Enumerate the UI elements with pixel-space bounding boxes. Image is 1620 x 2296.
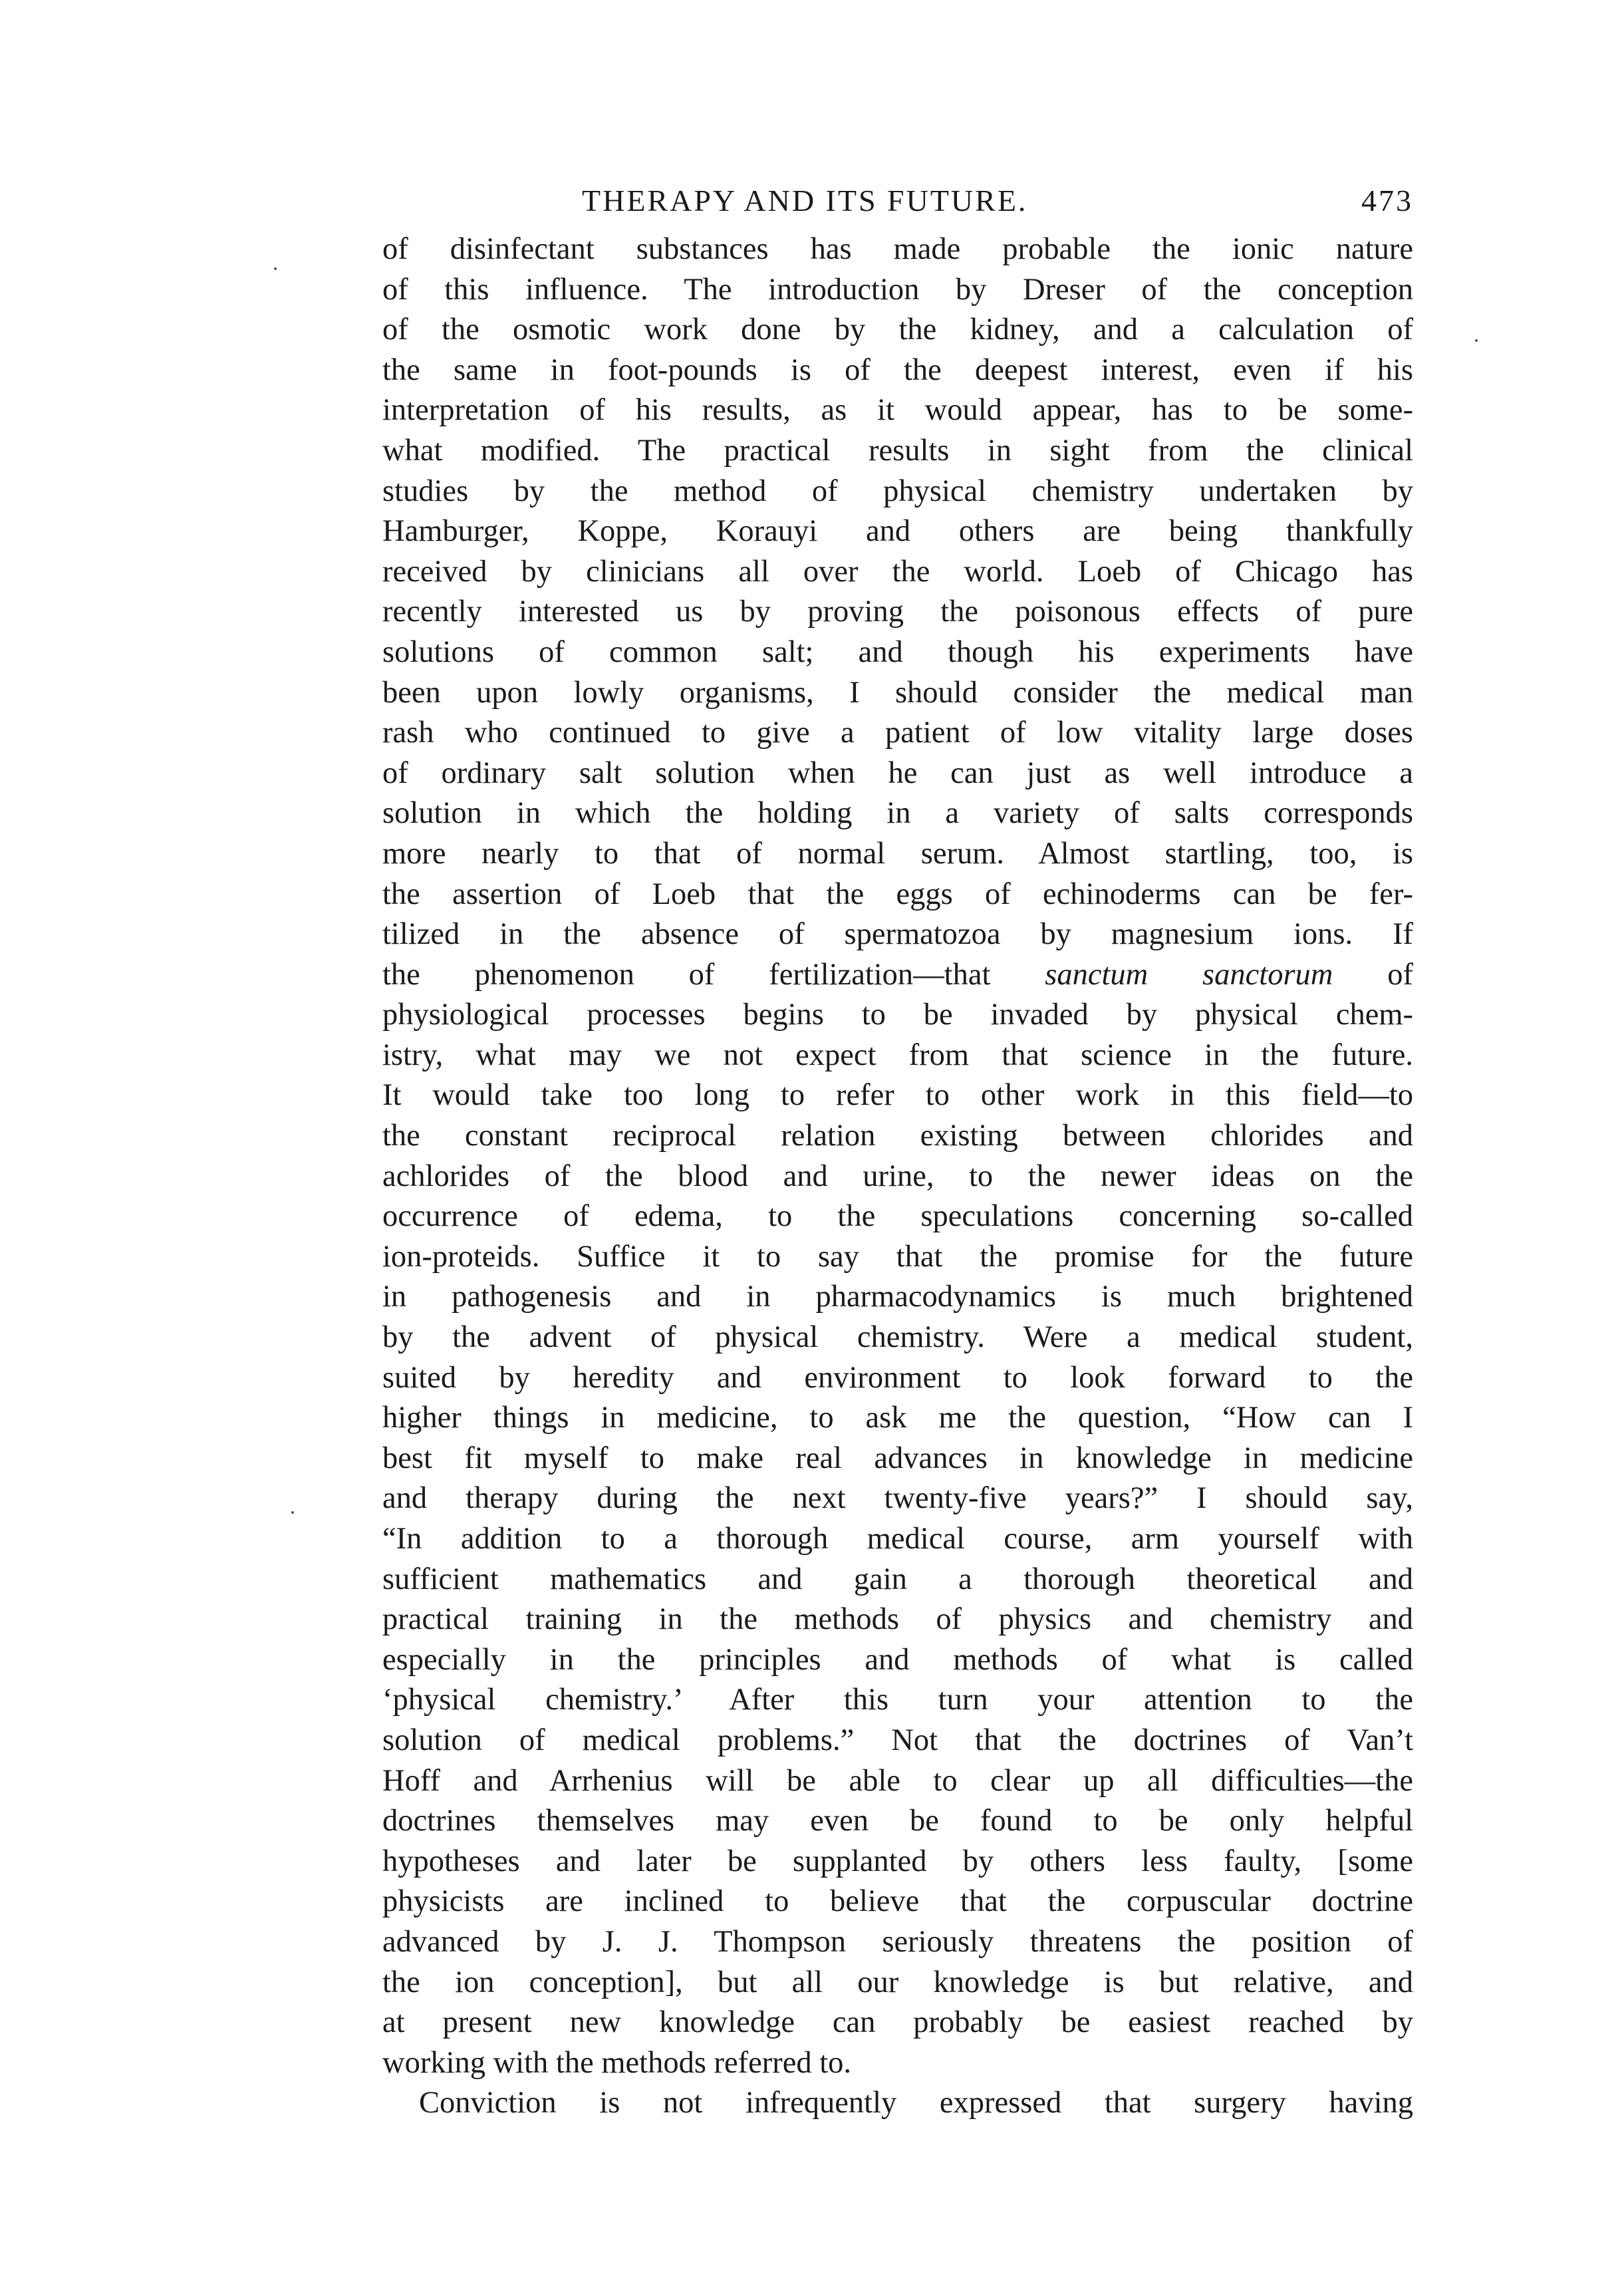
text-line: interpretation of his results, as it would appear, has to be some- [382,393,1413,428]
text-line: Hoff and Arrhenius will be able to clear up all difficulties—the [382,1763,1413,1798]
text-line: at present new knowledge can probably be easiest reached by [382,2005,1413,2040]
text-line: in pathogenesis and in pharmacodynamics is much brightened [382,1280,1413,1314]
text-line: of this influence. The introduction by Dreser of the conception [382,272,1413,307]
text-line: rash who continued to give a patient of low vitality large doses [382,716,1413,750]
text-line: tilized in the absence of spermatozoa by magnesium ions. If [382,917,1413,952]
text-line: been upon lowly organisms, I should consider the medical man [382,675,1413,710]
text-line: working with the methods referred to. [382,2045,852,2080]
text-line: It would take too long to refer to other work in this field—to [382,1078,1413,1113]
text-line: hypotheses and later be supplanted by others less faulty, [some [382,1844,1413,1878]
text-line: Conviction is not infrequently expressed that surgery having [419,2086,1413,2120]
text-line: of the osmotic work done by the kidney, and a calculation of [382,313,1413,347]
paragraph-1 [382,229,1413,2083]
text-line: best fit myself to make real advances in knowledge in medicine [382,1441,1413,1475]
text-line: solution in which the holding in a variety of salts corresponds [382,796,1413,831]
text-line: by the advent of physical chemistry. Were a medical student, [382,1320,1413,1355]
text-line: and therapy during the next twenty-five years?” I should say, [382,1481,1413,1516]
text-line: recently interested us by proving the poisonous effects of pure [382,595,1413,629]
text-line: of disinfectant substances has made probable the ionic nature [382,232,1413,266]
text-line: physicists are inclined to believe that the corpuscular doctrine [382,1884,1413,1919]
text-line: achlorides of the blood and urine, to the newer ideas on the [382,1159,1413,1193]
text-line: occurrence of edema, to the speculations concerning so-called [382,1199,1413,1234]
scan-speck [1475,339,1478,342]
text-line: istry, what may we not expect from that science in the future. [382,1038,1413,1072]
text-line: the ion conception], but all our knowledge is but relative, and [382,1965,1413,1999]
text-line: solution of medical problems.” Not that the doctrines of Van’t [382,1723,1413,1757]
text-line: the constant reciprocal relation existing between chlorides and [382,1119,1413,1153]
text-line: suited by heredity and environment to look forward to the [382,1360,1413,1395]
text-line: physiological processes begins to be invaded by physical chem- [382,998,1413,1032]
scan-speck [274,267,277,270]
text-line: “In addition to a thorough medical course, arm yourself with [382,1522,1413,1556]
text-line: more nearly to that of normal serum. Almost startling, too, is [382,836,1413,871]
text-line: the assertion of Loeb that the eggs of echinoderms can be fer- [382,877,1413,911]
text-line: Hamburger, Koppe, Korauyi and others are being thankfully [382,514,1413,549]
text-line: sufficient mathematics and gain a thorough theoretical and [382,1562,1413,1596]
text-line: received by clinicians all over the world. Loeb of Chicago has [382,554,1413,589]
scan-speck [291,1511,294,1514]
text-line: what modified. The practical results in sight from the clinical [382,433,1413,468]
text-line: practical training in the methods of physics and chemistry and [382,1602,1413,1637]
text-line: especially in the principles and methods of what is called [382,1642,1413,1677]
page-number: 473 [1361,184,1413,217]
paragraph-2 [382,2083,1413,2124]
text-line: ion-proteids. Suffice it to say that the promise for the future [382,1239,1413,1274]
text-line: the same in foot-pounds is of the deepest interest, even if his [382,353,1413,387]
text-line: solutions of common salt; and though his experiments have [382,635,1413,669]
text-line: studies by the method of physical chemistry undertaken by [382,474,1413,508]
text-line: of ordinary salt solution when he can just as well introduce a [382,756,1413,790]
italic-phrase: sanctum sanctorum [1045,957,1333,992]
running-title: THERAPY AND ITS FUTURE. [582,184,1028,217]
text-line: the phenomenon of fertilization—that sanctum sanctorum of [382,957,1413,992]
text-line: ‘physical chemistry.’ After this turn your attention to the [382,1683,1413,1717]
book-page [382,183,1413,2124]
text-line: higher things in medicine, to ask me the question, “How can I [382,1401,1413,1435]
text-line: doctrines themselves may even be found to be only helpful [382,1804,1413,1838]
running-head [382,183,1413,229]
text-line: advanced by J. J. Thompson seriously threatens the position of [382,1924,1413,1959]
